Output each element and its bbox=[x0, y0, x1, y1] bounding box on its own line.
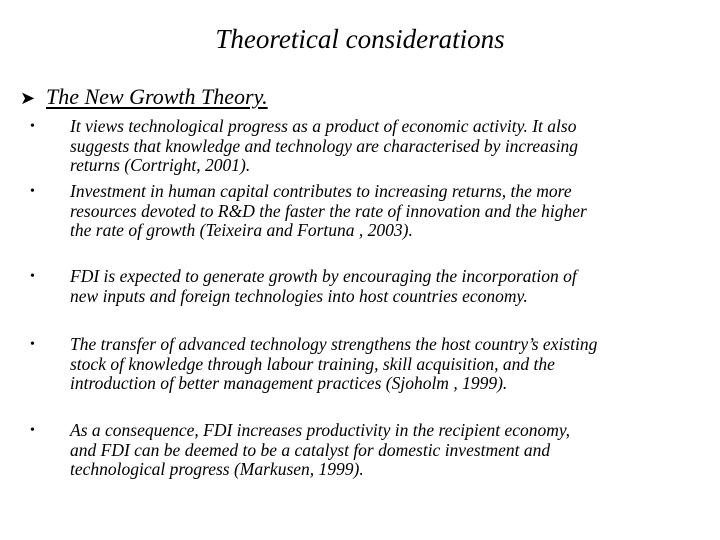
bullet-line: returns (Cortright, 2001). bbox=[70, 155, 251, 175]
bullet-line: FDI is expected to generate growth by encouraging the incorporation of bbox=[70, 266, 577, 286]
bullet-line: new inputs and foreign technologies into host countries economy. bbox=[70, 285, 528, 306]
bullet-line: introduction of better management practices (Sjoholm , 1999). bbox=[70, 373, 508, 393]
bullet-line: As a consequence, FDI increases productivity in the recipient economy, bbox=[70, 420, 571, 440]
bullet-icon: • bbox=[30, 423, 35, 438]
bullet-line: It views technological progress as a product of economic activity. It also bbox=[70, 116, 577, 136]
bullet-item bbox=[30, 421, 700, 480]
bullet-line: resources devoted to R&D the faster the rate of innovation and the higher bbox=[70, 200, 587, 221]
bullet-icon: • bbox=[30, 184, 35, 199]
subheading bbox=[20, 84, 268, 110]
bullet-line: stock of knowledge through labour training, skill acquisition, and the bbox=[70, 353, 555, 374]
bullet-line: technological progress (Markusen, 1999). bbox=[70, 459, 364, 479]
bullet-item bbox=[30, 335, 700, 394]
bullet-line: the rate of growth (Teixeira and Fortuna , 2003). bbox=[70, 220, 413, 240]
bullet-line: The transfer of advanced technology strengthens the host country’s existing bbox=[70, 334, 598, 354]
bullet-line: Investment in human capital contributes to increasing returns, the more bbox=[70, 181, 572, 201]
bullet-item bbox=[30, 267, 700, 306]
bullet-item bbox=[30, 182, 700, 241]
bullet-icon: • bbox=[30, 337, 35, 352]
subheading-text: The New Growth Theory. bbox=[46, 84, 268, 109]
bullet-line: and FDI can be deemed to be a catalyst for domestic investment and bbox=[70, 439, 551, 460]
arrow-bullet-icon: ➤ bbox=[20, 88, 36, 108]
bullet-icon: • bbox=[30, 269, 35, 284]
bullet-line: suggests that knowledge and technology are characterised by increasing bbox=[70, 135, 579, 156]
bullet-icon: • bbox=[30, 119, 35, 134]
bullet-item bbox=[30, 117, 700, 176]
slide-title: Theoretical considerations bbox=[215, 24, 505, 54]
